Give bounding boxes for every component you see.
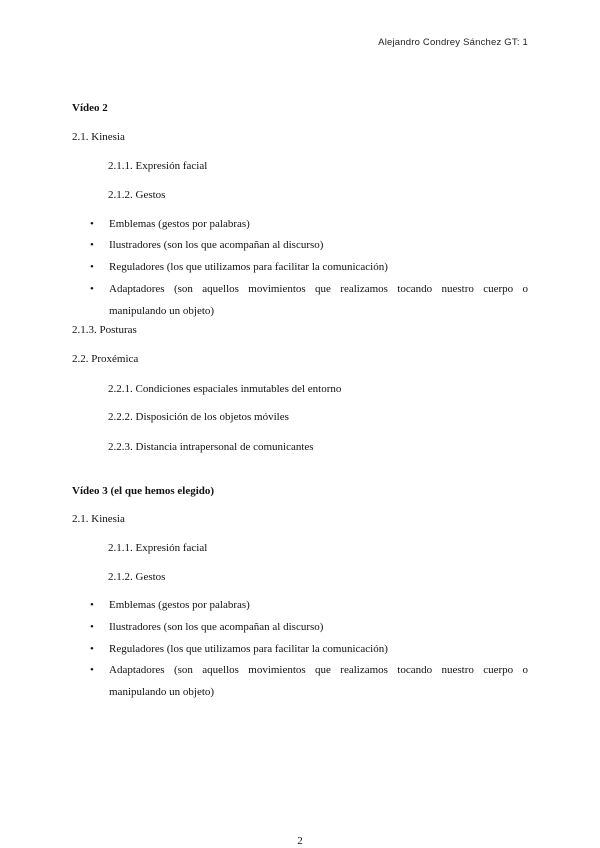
bullet-icon: • [90,218,94,230]
video2-section-kinesia: 2.1. Kinesia [72,131,125,143]
video2-subsection-posturas: 2.1.3. Posturas [72,324,137,336]
bullet-icon: • [90,599,94,611]
video3-bullet-adaptadores-line1: Adaptadores (son aquellos movimientos que realizamos tocando nuestro cuerpo o [109,664,528,676]
video3-section-kinesia: 2.1. Kinesia [72,513,125,525]
video2-heading: Vídeo 2 [72,102,108,114]
video2-subsection-gestos: 2.1.2. Gestos [108,189,166,201]
video3-heading: Vídeo 3 (el que hemos elegido) [72,485,215,497]
video2-bullet-emblemas: • Emblemas (gestos por palabras) [90,214,528,236]
video2-subsection-disposicion: 2.2.2. Disposición de los objetos móviles [108,411,289,423]
bullet-icon: • [90,261,94,273]
video2-subsection-distancia: 2.2.3. Distancia intrapersonal de comunicantes [108,441,314,453]
video2-subsection-expresion-facial: 2.1.1. Expresión facial [108,160,208,172]
video2-section-proxemica: 2.2. Proxémica [72,353,139,365]
video2-bullet-adaptadores-line2: manipulando un objeto) [109,304,215,317]
bullet-icon: • [90,664,94,676]
video3-bullet-reguladores: • Reguladores (los que utilizamos para facilitar la comunicación) [90,639,528,661]
video3-bullet-emblemas: • Emblemas (gestos por palabras) [90,595,528,617]
video3-subsection-gestos: 2.1.2. Gestos [108,571,166,583]
page-number: 2 [297,835,303,847]
video3-bullet-adaptadores-line2: manipulando un objeto) [109,685,215,698]
bullet-icon: • [90,621,94,633]
video2-bullet-ilustradores: • Ilustradores (son los que acompañan al discurso) [90,235,528,257]
video2-bullet-adaptadores [90,279,528,322]
running-header: Alejandro Condrey Sánchez GT: 1 [378,37,528,48]
video3-subsection-expresion-facial: 2.1.1. Expresión facial [108,542,208,554]
bullet-icon: • [90,643,94,655]
video3-bullet-ilustradores: • Ilustradores (son los que acompañan al discurso) [90,617,528,639]
bullet-icon: • [90,239,94,251]
video3-bullet-adaptadores [90,660,528,703]
video2-bullet-adaptadores-line1: Adaptadores (son aquellos movimientos que realizamos tocando nuestro cuerpo o [109,283,528,295]
video2-bullet-reguladores: • Reguladores (los que utilizamos para facilitar la comunicación) [90,257,528,279]
video2-subsection-condiciones: 2.2.1. Condiciones espaciales inmutables del entorno [108,383,342,395]
bullet-icon: • [90,283,94,295]
